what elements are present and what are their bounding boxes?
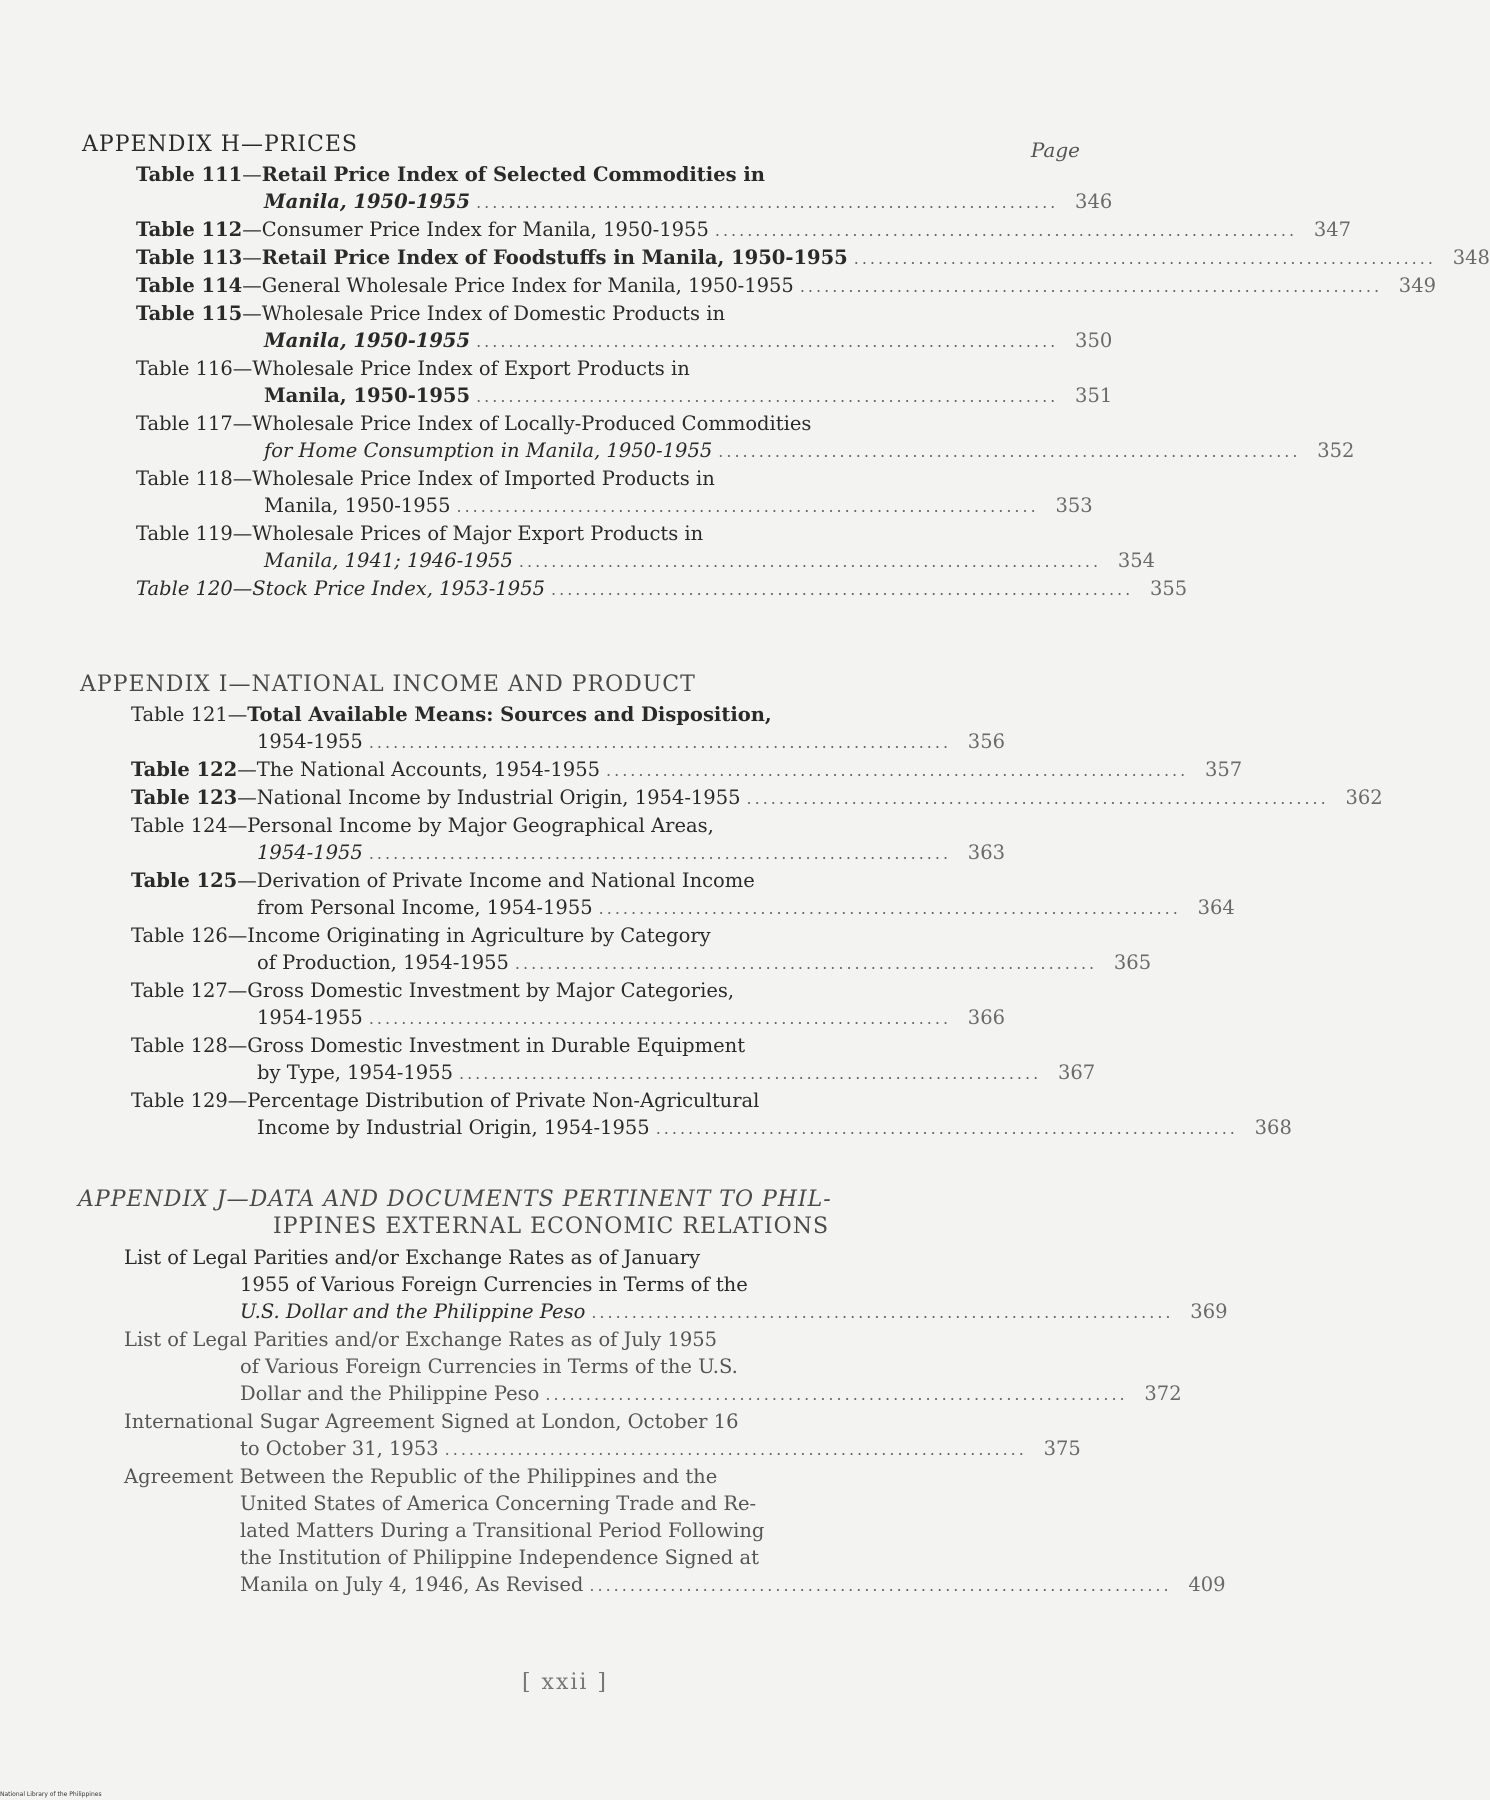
page-number: 350 [1075, 329, 1113, 352]
toc-entry-table-119[interactable]: Table 119—Wholesale Prices of Major Export Products in Manila, 1941; 1946-1955 ........................................................................ 354 [136, 520, 936, 575]
toc-entry-table-125[interactable]: Table 125—Derivation of Private Income and National Income from Personal Income, 1954-1955 ........................................................................ 364 [131, 867, 936, 922]
dot-leader: ........................................................................ [476, 387, 1059, 406]
dot-leader: ........................................................................ [458, 1064, 1042, 1083]
entry-title-line: Retail Price Index of Selected Commodities in [261, 163, 765, 186]
entry-title-line: Wholesale Price Index of Imported Products in [252, 467, 715, 490]
entry-title-last: for Home Consumption in Manila, 1950-1955 [264, 439, 713, 462]
entry-title-last: 1954-1955 [257, 730, 363, 753]
entry-title-line: Derivation of Private Income and National Income [256, 869, 755, 892]
page-number: 356 [967, 730, 1006, 753]
table-number: Table 114 [136, 274, 243, 297]
dot-leader: ........................................................................ [551, 580, 1134, 599]
toc-entry-table-129[interactable]: Table 129—Percentage Distribution of Private Non-Agricultural Income by Industrial Origin, 1954-1955 ........................................................................ 368 [131, 1087, 936, 1142]
appendix-h-title: APPENDIX H—PRICES [82, 132, 358, 157]
toc-entry-trade-agreement[interactable] [124, 1463, 1226, 1599]
dot-leader: ........................................................................ [718, 442, 1301, 461]
entry-title-first: List of Legal Parities and/or Exchange Rates as of July 1955 [124, 1328, 718, 1351]
toc-entry-table-118[interactable]: Table 118—Wholesale Price Index of Imported Products in Manila, 1950-1955 ........................................................................ 353 [136, 465, 936, 520]
dot-leader: ........................................................................ [368, 733, 952, 752]
entry-title-line: United States of America Concerning Trade and Re- [240, 1492, 757, 1515]
page-number: 357 [1204, 758, 1243, 781]
dot-leader: ........................................................................ [368, 1009, 952, 1028]
appendix-h-entries [136, 161, 1490, 603]
entry-title-line: Gross Domestic Investment by Major Categories, [247, 979, 735, 1002]
entry-title-last: Manila, 1950-1955 [264, 190, 471, 213]
page-number: 409 [1188, 1573, 1226, 1596]
table-number: Table 127 [131, 979, 228, 1002]
entry-title-last: Manila on July 4, 1946, As Revised [240, 1573, 584, 1596]
page-number: 353 [1055, 494, 1093, 517]
page-number: 364 [1197, 896, 1235, 919]
dot-leader: ........................................................................ [606, 761, 1189, 780]
source-note: National Library of the Philippines [0, 1791, 102, 1798]
entry-title-last: Manila, 1941; 1946-1955 [264, 549, 513, 572]
entry-title-line: Wholesale Price Index of Domestic Products in [261, 302, 726, 325]
page-number: 365 [1113, 951, 1152, 974]
toc-entry-table-126[interactable]: Table 126—Income Originating in Agriculture by Category of Production, 1954-1955 ........................................................................ 365 [131, 922, 936, 977]
page-column-label: Page [1030, 138, 1080, 162]
entry-title-last: U.S. Dollar and the Philippine Peso [240, 1300, 586, 1323]
entry-title-line: Income Originating in Agriculture by Category [247, 924, 711, 947]
page-number: 349 [1398, 274, 1437, 297]
dot-leader: ........................................................................ [598, 899, 1181, 918]
entry-title-last: by Type, 1954-1955 [257, 1061, 453, 1084]
toc-entry-legal-parities-july[interactable] [124, 1326, 1182, 1408]
dot-leader: ........................................................................ [368, 844, 952, 863]
page-folio: [ xxii ] [521, 1670, 609, 1695]
appendix-j-title-line-1: APPENDIX J—DATA AND DOCUMENTS PERTINENT TO PHIL- [78, 1187, 832, 1212]
toc-entry-table-114[interactable]: Table 114—General Wholesale Price Index for Manila, 1950-1955 ........................................................................ 349 [136, 272, 936, 300]
entry-title-last: 1954-1955 [257, 1006, 363, 1029]
page-number: 363 [967, 841, 1006, 864]
dot-leader: ........................................................................ [655, 1119, 1238, 1138]
appendix-j-title-line-2: IPPINES EXTERNAL ECONOMIC RELATIONS [273, 1214, 830, 1239]
toc-entry-table-124[interactable]: Table 124—Personal Income by Major Geographical Areas, 1954-1955 ........................................................................ 363 [131, 812, 936, 867]
entry-title-first: Agreement Between the Republic of the Philippines and the [124, 1465, 718, 1488]
dot-leader: ........................................................................ [853, 249, 1436, 268]
table-number: Table 128 [131, 1034, 228, 1057]
toc-entry-table-120[interactable]: Table 120—Stock Price Index, 1953-1955 ........................................................................ 355 [136, 575, 936, 603]
page-number: 346 [1075, 190, 1113, 213]
entry-title-last: Stock Price Index, 1953-1955 [252, 577, 546, 600]
toc-entry-table-123[interactable]: Table 123—National Income by Industrial Origin, 1954-1955 ........................................................................ 362 [131, 784, 936, 812]
entry-title-last: Retail Price Index of Foodstuffs in Manila, 1950-1955 [261, 246, 848, 269]
table-number: Table 125 [131, 869, 238, 892]
table-number: Table 118 [136, 467, 233, 490]
entry-title-line: Wholesale Price Index of Locally-Produced Commodities [252, 412, 812, 435]
page-number: 368 [1254, 1116, 1292, 1139]
entry-title-last: 1954-1955 [257, 841, 363, 864]
toc-entry-sugar-agreement[interactable] [124, 1408, 1081, 1463]
toc-entry-table-122[interactable]: Table 122—The National Accounts, 1954-1955 ........................................................................ 357 [131, 756, 936, 784]
table-number: Table 129 [131, 1089, 228, 1112]
entry-title-last: Income by Industrial Origin, 1954-1955 [257, 1116, 650, 1139]
table-number: Table 119 [136, 522, 233, 545]
appendix-j [0, 1186, 1228, 1599]
page-number: 351 [1075, 384, 1113, 407]
table-number: Table 126 [131, 924, 228, 947]
dot-leader: ........................................................................ [476, 332, 1059, 351]
page-number: 367 [1057, 1061, 1096, 1084]
table-number: Table 116 [136, 357, 233, 380]
entry-title-last: Manila, 1950-1955 [264, 384, 471, 407]
page-number: 347 [1313, 218, 1352, 241]
table-number: Table 120 [136, 577, 233, 600]
toc-entry-table-115[interactable]: Table 115—Wholesale Price Index of Domestic Products in Manila, 1950-1955 ........................................................................ 350 [136, 300, 936, 355]
entry-title-first: International Sugar Agreement Signed at London, October 16 [124, 1410, 739, 1433]
toc-entry-table-112[interactable]: Table 112—Consumer Price Index for Manila, 1950-1955 ........................................................................ 347 [136, 216, 936, 244]
toc-entry-table-127[interactable]: Table 127—Gross Domestic Investment by Major Categories, 1954-1955 ........................................................................ 366 [131, 977, 936, 1032]
dot-leader: ........................................................................ [589, 1576, 1172, 1595]
appendix-i-entries [131, 701, 1383, 1142]
entry-title-last: General Wholesale Price Index for Manila, 1950-1955 [261, 274, 794, 297]
entry-title-last: National Income by Industrial Origin, 1954-1955 [256, 786, 741, 809]
table-number: Table 115 [136, 302, 243, 325]
entry-title-last: from Personal Income, 1954-1955 [257, 896, 593, 919]
entry-title-first: List of Legal Parities and/or Exchange Rates as of January [124, 1246, 701, 1269]
entry-title-line: of Various Foreign Currencies in Terms of the U.S. [240, 1355, 738, 1378]
table-number: Table 111 [136, 163, 243, 186]
toc-entry-table-113[interactable]: Table 113—Retail Price Index of Foodstuffs in Manila, 1950-1955 ........................................................................ 348 [136, 244, 936, 272]
toc-entry-table-116[interactable]: Table 116—Wholesale Price Index of Export Products in Manila, 1950-1955 ........................................................................ 351 [136, 355, 936, 410]
page-number: 366 [967, 1006, 1006, 1029]
page-number: 372 [1144, 1382, 1182, 1405]
entry-title-last: Consumer Price Index for Manila, 1950-1955 [261, 218, 709, 241]
entry-title-last: of Production, 1954-1955 [257, 951, 509, 974]
dot-leader: ........................................................................ [514, 954, 1098, 973]
toc-entry-table-117[interactable]: Table 117—Wholesale Price Index of Locally-Produced Commodities for Home Consumption in Manila, 1950-1955 ........................................................................ 352 [136, 410, 936, 465]
entry-title-last: The National Accounts, 1954-1955 [256, 758, 601, 781]
table-number: Table 121 [131, 703, 228, 726]
dot-leader: ........................................................................ [799, 277, 1383, 296]
entry-title-last: Manila, 1950-1955 [264, 329, 471, 352]
entry-title-line: Personal Income by Major Geographical Areas, [247, 814, 714, 837]
page-number: 375 [1043, 1437, 1081, 1460]
appendix-i-title: APPENDIX I—NATIONAL INCOME AND PRODUCT [80, 672, 696, 697]
entry-title-line: Wholesale Prices of Major Export Products in [252, 522, 704, 545]
table-number: Table 113 [136, 246, 243, 269]
table-number: Table 117 [136, 412, 233, 435]
page-number: 362 [1345, 786, 1383, 809]
entry-title-line: Gross Domestic Investment in Durable Equipment [247, 1034, 746, 1057]
entry-title-line: Percentage Distribution of Private Non-Agricultural [247, 1089, 760, 1112]
table-number: Table 123 [131, 786, 238, 809]
appendix-i [0, 672, 1383, 1142]
appendix-j-entries [124, 1244, 1228, 1599]
toc-entry-table-121[interactable]: Table 121—Total Available Means: Sources and Disposition, 1954-1955 ........................................................................ 356 [131, 701, 936, 756]
dot-leader: ........................................................................ [746, 789, 1329, 808]
dot-leader: ........................................................................ [545, 1385, 1128, 1404]
entry-title-line: lated Matters During a Transitional Period Following [240, 1519, 765, 1542]
dot-leader: ........................................................................ [591, 1303, 1174, 1322]
table-number: Table 112 [136, 218, 243, 241]
dot-leader: ........................................................................ [444, 1440, 1027, 1459]
entry-title-line: Wholesale Price Index of Export Products in [252, 357, 690, 380]
page-number: 355 [1149, 577, 1188, 600]
dot-leader: ........................................................................ [456, 497, 1039, 516]
toc-entry-legal-parities-january[interactable] [124, 1244, 1228, 1326]
entry-title-last: Dollar and the Philippine Peso [240, 1382, 540, 1405]
entry-title-last: Manila, 1950-1955 [264, 494, 451, 517]
page-number: 348 [1452, 246, 1490, 269]
dot-leader: ........................................................................ [476, 193, 1059, 212]
dot-leader: ........................................................................ [518, 552, 1102, 571]
entry-title-line: 1955 of Various Foreign Currencies in Terms of the [240, 1273, 748, 1296]
dot-leader: ........................................................................ [714, 221, 1298, 240]
table-number: Table 122 [131, 758, 238, 781]
page-number: 352 [1317, 439, 1355, 462]
entry-title-last: to October 31, 1953 [240, 1437, 439, 1460]
page-number: 354 [1117, 549, 1156, 572]
page-number: 369 [1190, 1300, 1228, 1323]
entry-title-line: Total Available Means: Sources and Disposition, [247, 703, 772, 726]
appendix-h [0, 132, 1490, 603]
table-number: Table 124 [131, 814, 228, 837]
entry-title-line: the Institution of Philippine Independence Signed at [240, 1546, 759, 1569]
toc-entry-table-128[interactable]: Table 128—Gross Domestic Investment in Durable Equipment by Type, 1954-1955 ........................................................................ 367 [131, 1032, 936, 1087]
toc-entry-table-111[interactable]: Table 111—Retail Price Index of Selected Commodities in Manila, 1950-1955 ........................................................................ 346 [136, 161, 936, 216]
